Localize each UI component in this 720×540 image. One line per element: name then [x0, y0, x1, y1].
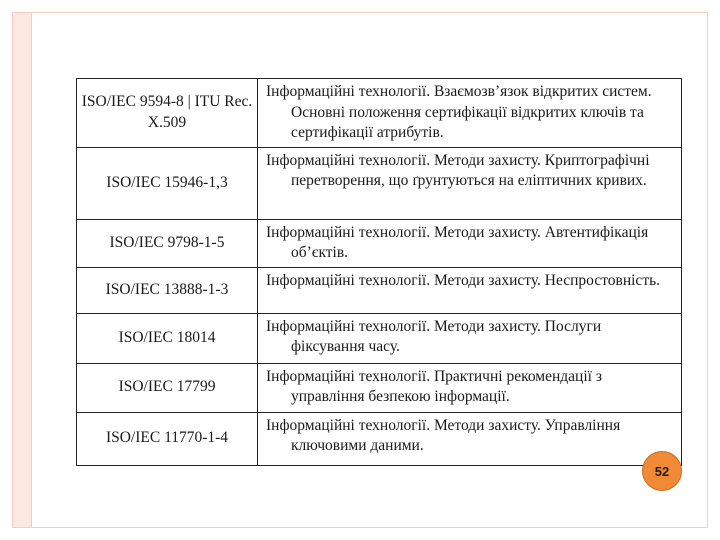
- standard-code: ISO/IEC 18014: [77, 313, 258, 363]
- standard-description: Інформаційні технології. Методи захисту. Послуги фіксування часу.: [258, 313, 682, 363]
- standard-code: ISO/IEC 13888-1-3: [77, 267, 258, 313]
- table-row: [77, 412, 682, 465]
- standard-code: ISO/IEC 17799: [77, 363, 258, 412]
- table-row: [77, 147, 682, 219]
- standards-table: [76, 78, 682, 466]
- standard-description: Інформаційні технології. Методи захисту. Криптографічні перетворення, що ґрунтуються на еліптичних кривих.: [258, 147, 682, 219]
- standard-description: Інформаційні технології. Взаємозв’язок відкритих систем. Основні положення сертифікації відкритих ключів та сертифікації атрибутів.: [258, 79, 682, 148]
- table-row: [77, 219, 682, 267]
- table-row: [77, 363, 682, 412]
- standard-description: Інформаційні технології. Методи захисту. Автентифікація об’єктів.: [258, 219, 682, 267]
- standard-code: ISO/IEC 11770-1-4: [77, 412, 258, 465]
- standard-code: ISO/IEC 9594-8 | ITU Rec. X.509: [77, 79, 258, 148]
- table-row: [77, 267, 682, 313]
- standard-description: Інформаційні технології. Методи захисту. Неспростовність.: [258, 267, 682, 313]
- table-row: [77, 313, 682, 363]
- standard-description: Інформаційні технології. Практичні рекомендації з управління безпекою інформації.: [258, 363, 682, 412]
- standard-description: Інформаційні технології. Методи захисту. Управління ключовими даними.: [258, 412, 682, 465]
- page-number-badge: 52: [642, 451, 682, 491]
- table-row: [77, 79, 682, 148]
- standard-code: ISO/IEC 15946-1,3: [77, 147, 258, 219]
- standard-code: ISO/IEC 9798-1-5: [77, 219, 258, 267]
